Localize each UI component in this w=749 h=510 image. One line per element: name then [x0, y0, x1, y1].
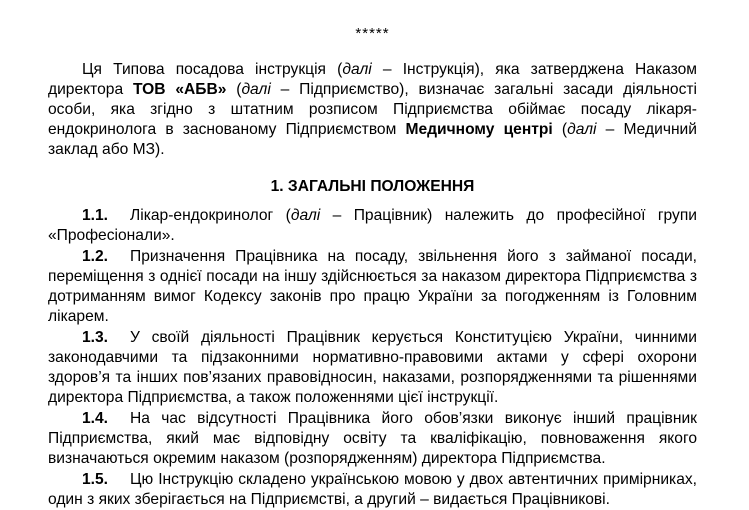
clause-text: Цю Інструкцію складено українською мовою у двох автентичних примірниках, один з яких зберігається на Підприємстві, а другий – видається Працівникові.	[48, 471, 697, 508]
clause-text: На час відсутності Працівника його обов’язки виконує інший працівник Підприємства, який має відповідну освіту та кваліфікацію, повноваження якого визначаються окремим наказом (розпорядженням) директора Підприємства.	[48, 410, 697, 467]
intro-text-5: (	[226, 81, 242, 98]
intro-dali-2: далі	[241, 81, 271, 98]
intro-text-3: – Інструкція), яка затверджена Наказом директора	[48, 61, 698, 98]
intro-text-11: – Медичний заклад або МЗ).	[48, 121, 697, 158]
separator-stars: *****	[355, 25, 390, 42]
intro-text-9: (	[552, 121, 568, 138]
intro-text-1: Ця Типова посадова інструкція (	[82, 61, 343, 78]
intro-text-7: – Підприємство), визначає загальні засади діяльності особи, яка згідно з штатним розписом Підприємства обіймає посаду лікаря-ендокринолога в заснованому Підприємством	[48, 81, 698, 138]
clause-number: 1.1.	[82, 207, 109, 224]
clause-text-c: – Працівник) належить до професійної групи «Професіонали».	[48, 207, 697, 244]
medical-center-name: Медичному центрі	[405, 121, 553, 138]
clause-1-3	[48, 328, 697, 408]
company-name: ТОВ «АБВ»	[132, 81, 227, 98]
clause-1-4	[48, 409, 697, 469]
clause-dali: далі	[290, 207, 321, 224]
clause-1-2	[48, 247, 697, 327]
clause-number: 1.3.	[82, 329, 109, 346]
clause-text: Призначення Працівника на посаду, звільнення його з займаної посади, переміщення з однієї посади на іншу здійснюється за наказом директора Підприємства з дотриманням вимог Кодексу законів про працю України за погодженням із Головним лікарем.	[48, 248, 697, 325]
intro-dali-3: далі	[567, 121, 597, 138]
intro-paragraph	[48, 60, 697, 160]
clause-text-a: Лікар-ендокринолог (	[130, 207, 291, 224]
clause-number: 1.5.	[82, 471, 109, 488]
clause-text: У своїй діяльності Працівник керується Конституцією України, чинними законодавчими та підзаконними нормативно-правовими актами у сфері охорони здоров’я та інших пов’язаних правовідносин, наказами, розпорядженнями та рішеннями директора Підприємства, а також положеннями цієї інструкції.	[48, 329, 697, 406]
clause-number: 1.2.	[82, 248, 109, 265]
intro-dali-1: далі	[342, 61, 372, 78]
section-title: 1. ЗАГАЛЬНІ ПОЛОЖЕННЯ	[270, 178, 475, 195]
clause-1-5	[48, 470, 697, 510]
clause-1-1	[48, 206, 697, 246]
clause-number: 1.4.	[82, 410, 109, 427]
